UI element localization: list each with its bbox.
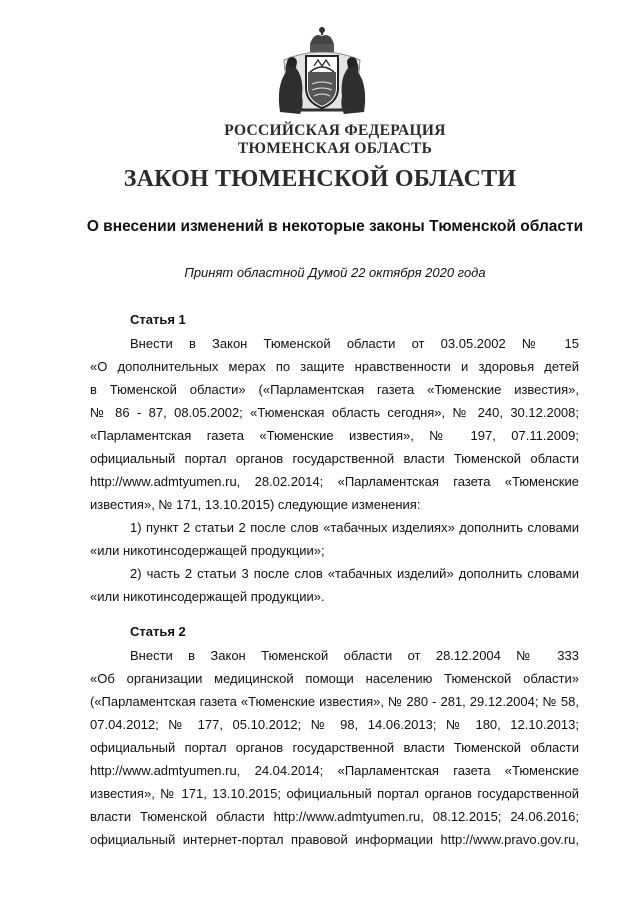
- article-2-line: («Парламентская газета «Тюменские известия», № 280 - 281, 29.12.2004; № 58,: [90, 694, 579, 709]
- adoption-note: Принят областной Думой 22 октября 2020 года: [184, 265, 486, 280]
- article-2-heading: Статья 2: [130, 624, 186, 639]
- article-1-line: Внести в Закон Тюменской области от 03.05.2002 № 15: [130, 336, 579, 351]
- region-name: ТЮМЕНСКАЯ ОБЛАСТЬ: [237, 140, 433, 157]
- article-1-line: http://www.admtyumen.ru, 28.02.2014; «Парламентская газета «Тюменские: [90, 474, 579, 489]
- article-2-line: официальный портал органов государственной власти Тюменской области: [90, 740, 579, 755]
- article-1-line: «или никотинсодержащей продукции»;: [90, 543, 325, 558]
- article-1-line: «Парламентская газета «Тюменские известия», № 197, 07.11.2009;: [90, 428, 579, 443]
- article-1-line: в Тюменской области» («Парламентская газета «Тюменские известия»,: [90, 382, 579, 397]
- coat-of-arms-emblem: [274, 26, 370, 116]
- crown-icon: [310, 27, 334, 52]
- article-2-line: Внести в Закон Тюменской области от 28.12.2004 № 333: [130, 648, 579, 663]
- law-title: ЗАКОН ТЮМЕНСКОЙ ОБЛАСТИ: [123, 166, 517, 192]
- article-2-line: официальный интернет-портал правовой информации http://www.pravo.gov.ru,: [90, 832, 579, 847]
- article-1-line: «О дополнительных мерах по защите нравственности и здоровья детей: [90, 359, 579, 374]
- article-2-line: http://www.admtyumen.ru, 24.04.2014; «Парламентская газета «Тюменские: [90, 763, 579, 778]
- article-2-line: «Об организации медицинской помощи населению Тюменской области»: [90, 671, 579, 686]
- shield-icon: [306, 56, 338, 108]
- article-1-line: «или никотинсодержащей продукции».: [90, 589, 325, 604]
- law-subject: О внесении изменений в некоторые законы Тюменской области: [86, 218, 584, 235]
- article-2-line: известия», № 171, 13.10.2015; официальный портал органов государственной: [90, 786, 579, 801]
- article-1-line: № 86 - 87, 08.05.2002; «Тюменская область сегодня», № 240, 30.12.2008;: [90, 405, 579, 420]
- article-2-line: власти Тюменской области http://www.admtyumen.ru, 08.12.2015; 24.06.2016;: [90, 809, 579, 824]
- article-1-heading: Статья 1: [130, 312, 186, 327]
- article-1-line: 2) часть 2 статьи 3 после слов «табачных изделий» дополнить словами: [130, 566, 579, 581]
- article-1-line: известия», № 171, 13.10.2015) следующие изменения:: [90, 497, 421, 512]
- article-1-line: 1) пункт 2 статьи 2 после слов «табачных изделиях» дополнить словами: [130, 520, 579, 535]
- article-1-line: официальный портал органов государственной власти Тюменской области: [90, 451, 579, 466]
- country-name: РОССИЙСКАЯ ФЕДЕРАЦИЯ: [224, 122, 446, 139]
- article-2-line: 07.04.2012; № 177, 05.10.2012; № 98, 14.06.2013; № 180, 12.10.2013;: [90, 717, 579, 732]
